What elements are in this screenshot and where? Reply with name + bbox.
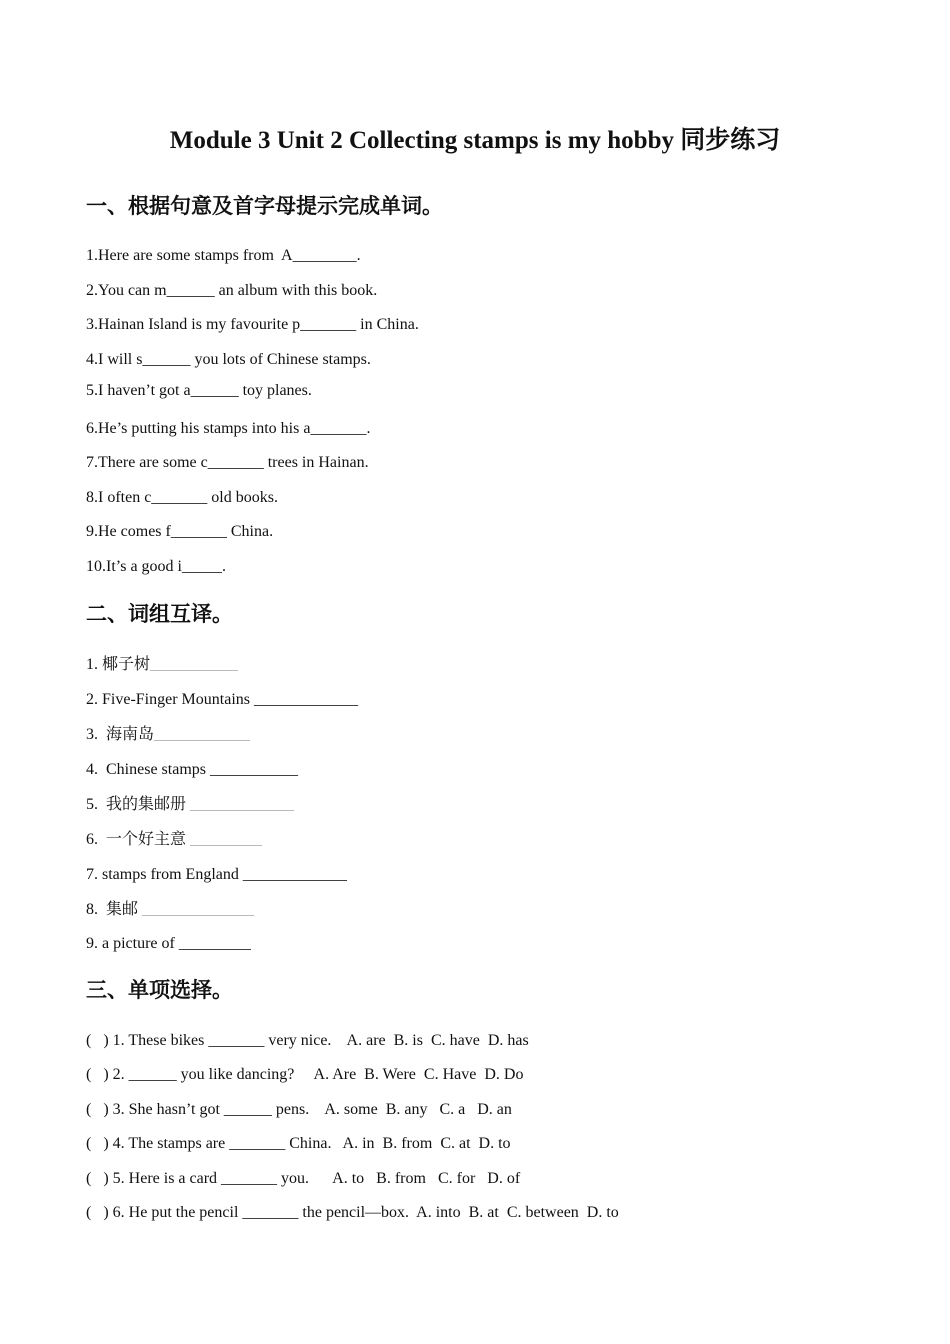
chinese-phrase: 海南岛 (106, 724, 155, 743)
choice-item-5: ( ) 5. Here is a card _______ you. A. to B. from C. for D. of (86, 1170, 521, 1187)
translate-item-8 (86, 898, 254, 921)
translate-item-3 (86, 723, 250, 746)
fill-item-9: 9.He comes f_______ China. (86, 523, 274, 540)
fill-item-3: 3.Hainan Island is my favourite p_______ in China. (86, 316, 419, 333)
answer-blank: ___________ (150, 656, 239, 673)
item-number: 5. (86, 796, 106, 813)
section2-heading: 二、词组互译。 (86, 602, 233, 626)
item-number: 4. (86, 761, 106, 778)
fill-item-5: 5.I haven’t got a______ toy planes. (86, 382, 312, 399)
fill-item-6: 6.He’s putting his stamps into his a_______. (86, 420, 371, 437)
fill-item-4: 4.I will s______ you lots of Chinese stamps. (86, 351, 371, 368)
answer-blank: ______________ (142, 901, 255, 918)
answer-blank: ____________ (154, 726, 251, 743)
answer-blank: _________ (178, 935, 251, 952)
answer-blank: _____________ (254, 691, 358, 708)
english-phrase: stamps from England (102, 866, 243, 883)
translate-item-5 (86, 793, 294, 816)
item-number: 1. (86, 656, 102, 673)
fill-item-7: 7.There are some c_______ trees in Hainan. (86, 454, 369, 471)
choice-item-2: ( ) 2. ______ you like dancing? A. Are B. Were C. Have D. Do (86, 1066, 524, 1083)
fill-item-1: 1.Here are some stamps from A________. (86, 247, 361, 264)
choice-item-1: ( ) 1. These bikes _______ very nice. A. are B. is C. have D. has (86, 1032, 529, 1049)
item-number: 3. (86, 726, 106, 743)
english-phrase: Chinese stamps (106, 761, 210, 778)
page-title: Module 3 Unit 2 Collecting stamps is my hobby 同步练习 (169, 127, 781, 154)
translate-item-7 (86, 863, 347, 886)
item-number: 8. (86, 901, 106, 918)
chinese-phrase: 椰子树 (102, 654, 151, 673)
english-phrase: a picture of (102, 935, 179, 952)
answer-blank: ___________ (210, 761, 298, 778)
fill-item-2: 2.You can m______ an album with this book. (86, 282, 378, 299)
choice-item-6: ( ) 6. He put the pencil _______ the pencil—box. A. into B. at C. between D. to (86, 1204, 619, 1221)
answer-blank: _____________ (190, 796, 295, 813)
choice-item-4: ( ) 4. The stamps are _______ China. A. in B. from C. at D. to (86, 1135, 511, 1152)
chinese-phrase: 一个好主意 (106, 829, 187, 848)
translate-item-6 (86, 828, 262, 851)
item-number: 9. (86, 935, 102, 952)
chinese-phrase: 集邮 (106, 899, 139, 918)
fill-item-10: 10.It’s a good i_____. (86, 558, 226, 575)
chinese-phrase: 我的集邮册 (106, 794, 187, 813)
answer-blank: _____________ (242, 866, 347, 883)
translate-item-9 (86, 932, 251, 955)
section3-heading: 三、单项选择。 (86, 978, 233, 1002)
translate-item-1 (86, 653, 238, 676)
fill-item-8: 8.I often c_______ old books. (86, 489, 278, 506)
item-number: 2. (86, 691, 102, 708)
choice-item-3: ( ) 3. She hasn’t got ______ pens. A. some B. any C. a D. an (86, 1101, 512, 1118)
answer-blank: _________ (190, 831, 263, 848)
translate-item-2 (86, 688, 358, 711)
english-phrase: Five-Finger Mountains (102, 691, 254, 708)
item-number: 6. (86, 831, 106, 848)
translate-item-4 (86, 758, 298, 781)
section1-heading: 一、根据句意及首字母提示完成单词。 (86, 194, 443, 218)
item-number: 7. (86, 866, 102, 883)
